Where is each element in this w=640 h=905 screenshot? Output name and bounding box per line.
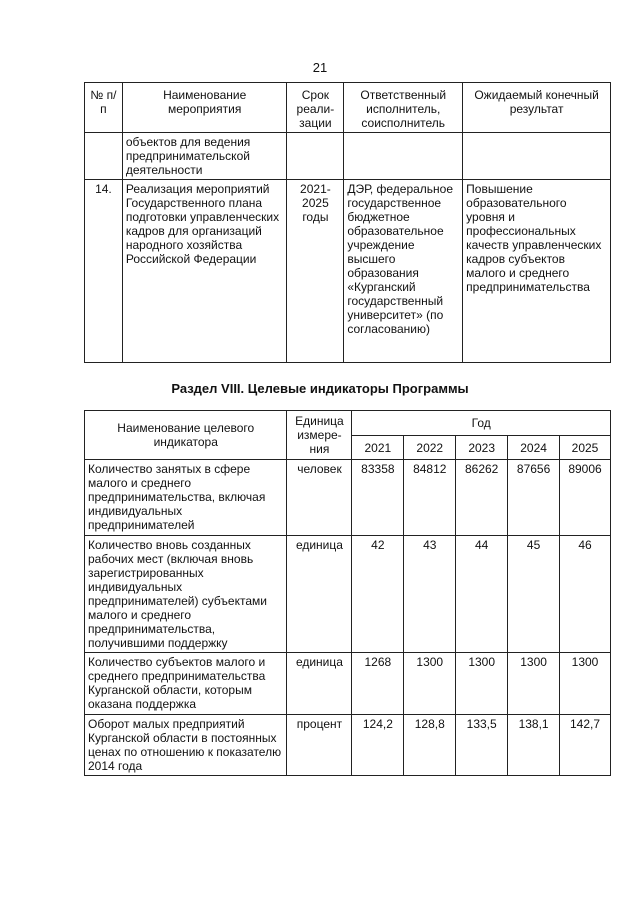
activities-table [84, 82, 611, 363]
indicators-table [84, 410, 611, 776]
cell-value: 138,1 [508, 715, 560, 776]
cell-value: 43 [404, 536, 456, 653]
cell-value: 1300 [456, 653, 508, 715]
header-name: Наименование мероприятия [122, 83, 287, 133]
cell-unit: единица [287, 536, 352, 653]
table-row [85, 180, 611, 363]
header-indicator: Наименование целевого индикатора [85, 411, 287, 460]
cell-term [287, 133, 344, 180]
cell-value: 46 [560, 536, 611, 653]
section-title: Раздел VIII. Целевые индикаторы Программы [171, 381, 469, 396]
cell-value: 142,7 [560, 715, 611, 776]
cell-unit: единица [287, 653, 352, 715]
table-row [85, 653, 611, 715]
header-unit: Единица измере-ния [287, 411, 352, 460]
header-year-2024: 2024 [508, 436, 560, 460]
cell-name: Реализация мероприятий Государственного плана подготовки управленческих кадров для организаций народного хозяйства Российской Федерации [122, 180, 287, 363]
table-row [85, 536, 611, 653]
cell-unit: процент [287, 715, 352, 776]
cell-value: 44 [456, 536, 508, 653]
cell-value: 87656 [508, 460, 560, 536]
table-row [85, 460, 611, 536]
cell-value: 89006 [560, 460, 611, 536]
cell-result [463, 133, 611, 180]
cell-value: 42 [352, 536, 404, 653]
cell-value: 128,8 [404, 715, 456, 776]
cell-responsible [344, 133, 463, 180]
cell-responsible: ДЭР, федеральное государственное бюджетное образовательное учреждение высшего образования «Курганский государственный университет» (по согласованию) [344, 180, 463, 363]
cell-num [85, 133, 123, 180]
header-result: Ожидаемый конечный результат [463, 83, 611, 133]
cell-value: 86262 [456, 460, 508, 536]
cell-value: 124,2 [352, 715, 404, 776]
cell-name: объектов для ведения предпринимательской деятельности [122, 133, 287, 180]
cell-unit: человек [287, 460, 352, 536]
table-header-row [85, 83, 611, 133]
cell-value: 1300 [560, 653, 611, 715]
header-term: Срок реали-зации [287, 83, 344, 133]
cell-num: 14. [85, 180, 123, 363]
header-year-2022: 2022 [404, 436, 456, 460]
cell-value: 45 [508, 536, 560, 653]
header-year: Год [352, 411, 611, 436]
cell-result: Повышение образовательного уровня и профессиональных качеств управленческих кадров субъектов малого и среднего предпринимательства [463, 180, 611, 363]
table-row [85, 715, 611, 776]
header-responsible: Ответственный исполнитель, соисполнитель [344, 83, 463, 133]
table-row [85, 133, 611, 180]
cell-term: 2021-2025 годы [287, 180, 344, 363]
header-year-2023: 2023 [456, 436, 508, 460]
page-number: 21 [312, 60, 328, 75]
cell-indicator: Количество занятых в сфере малого и среднего предпринимательства, включая индивидуальных предпринимателей [85, 460, 287, 536]
cell-value: 1268 [352, 653, 404, 715]
cell-value: 133,5 [456, 715, 508, 776]
cell-value: 84812 [404, 460, 456, 536]
cell-value: 83358 [352, 460, 404, 536]
header-num: № п/п [85, 83, 123, 133]
header-year-2021: 2021 [352, 436, 404, 460]
cell-indicator: Оборот малых предприятий Курганской области в постоянных ценах по отношению к показателю 2014 года [85, 715, 287, 776]
cell-value: 1300 [404, 653, 456, 715]
cell-indicator: Количество вновь созданных рабочих мест (включая вновь зарегистрированных индивидуальных предпринимателей) субъектами малого и среднего предпринимательства, получившими поддержку [85, 536, 287, 653]
header-year-2025: 2025 [560, 436, 611, 460]
cell-value: 1300 [508, 653, 560, 715]
table-header-row [85, 411, 611, 436]
cell-indicator: Количество субъектов малого и среднего предпринимательства Курганской области, которым оказана поддержка [85, 653, 287, 715]
